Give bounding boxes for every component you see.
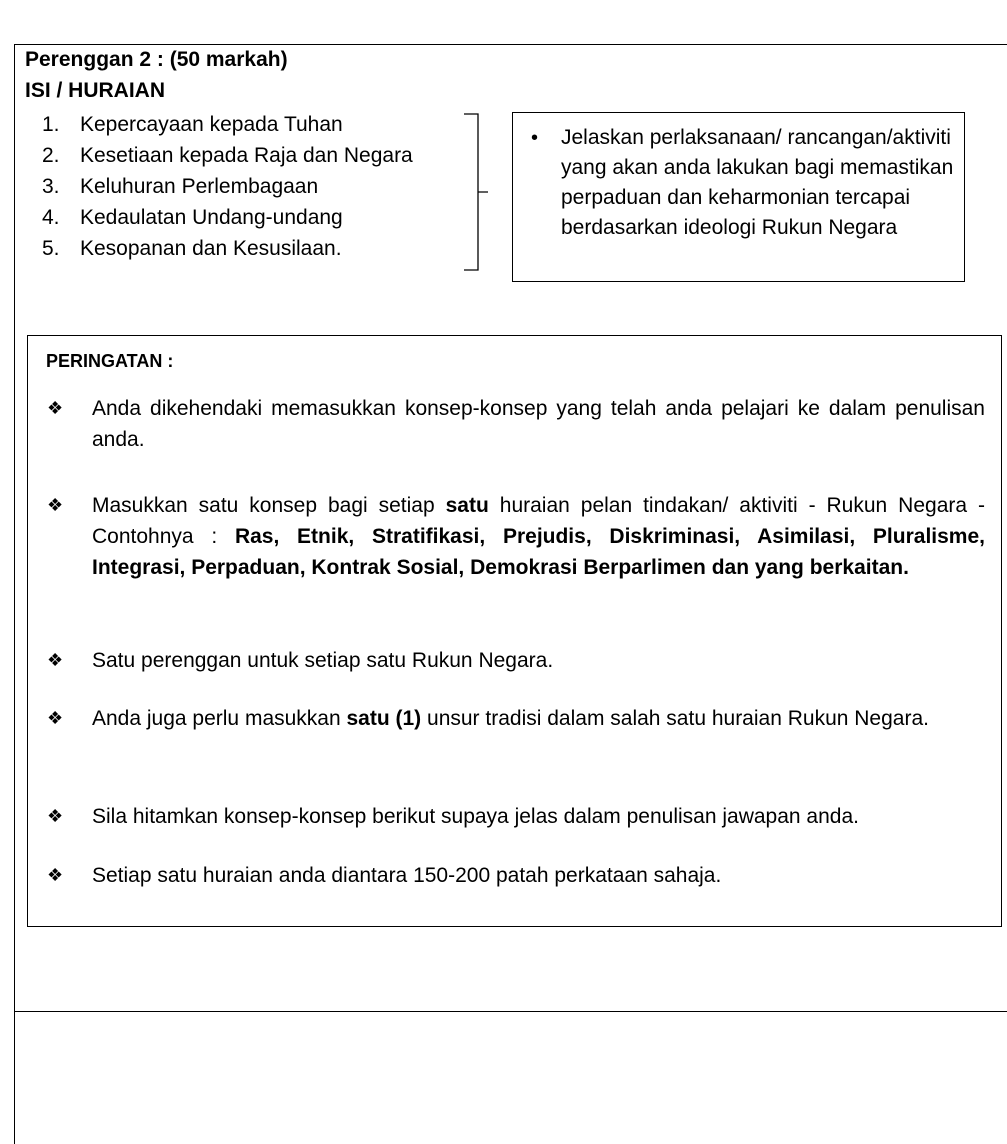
right-brace-icon	[462, 113, 492, 271]
text-segment: huraian pelan tindakan/ aktiviti - Rukun Negara - Contohnya :	[92, 494, 985, 548]
list-item	[42, 140, 413, 171]
list-item	[42, 171, 413, 202]
list-item	[46, 703, 985, 734]
content-title: ISI / HURAIAN	[25, 79, 166, 102]
principles-list	[42, 109, 413, 264]
list-item-text: Keluhuran Perlembagaan	[80, 175, 319, 198]
bullet-icon: •	[531, 127, 539, 149]
diamond-bullet-icon: ❖	[47, 708, 64, 728]
diamond-bullet-icon: ❖	[47, 865, 64, 885]
bold-text: satu (1)	[346, 707, 422, 730]
text-segment: Anda juga perlu masukkan	[92, 707, 347, 730]
list-item	[42, 109, 413, 140]
warning-text: Anda dikehendaki memasukkan konsep-konsep yang telah anda pelajari ke dalam penulisan anda.	[92, 397, 985, 451]
diamond-bullet-icon: ❖	[47, 806, 64, 826]
list-item-text: Kedaulatan Undang-undang	[80, 206, 343, 229]
task-box	[512, 112, 965, 282]
list-item-number: 2.	[42, 144, 60, 167]
list-item-number: 3.	[42, 175, 60, 198]
warning-text: Sila hitamkan konsep-konsep berikut supaya jelas dalam penulisan jawapan anda.	[92, 805, 859, 828]
warning-text: Setiap satu huraian anda diantara 150-200 patah perkataan sahaja.	[92, 864, 722, 887]
diamond-bullet-icon: ❖	[47, 650, 64, 670]
concept-list: Ras, Etnik, Stratifikasi, Prejudis, Diskriminasi, Asimilasi, Pluralisme, Integrasi, Perpaduan, Kontrak Sosial, Demokrasi Berparlimen dan yang berkaitan.	[92, 525, 985, 579]
task-text: Jelaskan perlaksanaan/ rancangan/aktiviti yang akan anda lakukan bagi memastikan perpaduan dan keharmonian tercapai berdasarkan ideologi Rukun Negara	[561, 126, 954, 239]
warning-box	[27, 335, 1002, 927]
list-item-number: 1.	[42, 113, 60, 136]
warning-title: PERINGATAN :	[46, 351, 174, 371]
list-item-text: Kepercayaan kepada Tuhan	[80, 113, 343, 136]
diamond-bullet-icon: ❖	[47, 495, 64, 515]
warning-text	[92, 490, 985, 583]
diamond-bullet-icon: ❖	[47, 398, 64, 418]
list-item-number: 5.	[42, 237, 60, 260]
list-item	[42, 233, 413, 264]
warning-text: Satu perenggan untuk setiap satu Rukun Negara.	[92, 649, 554, 672]
list-item	[46, 645, 985, 676]
text-segment: Masukkan satu konsep bagi setiap	[92, 494, 446, 517]
list-item	[46, 860, 985, 891]
paragraph-title: Perenggan 2 : (50 markah)	[25, 48, 288, 71]
warning-text	[92, 703, 985, 734]
list-item-text: Kesetiaan kepada Raja dan Negara	[80, 144, 413, 167]
bottom-divider	[14, 1011, 1007, 1012]
list-item	[42, 202, 413, 233]
list-item	[46, 801, 985, 832]
list-item-number: 4.	[42, 206, 60, 229]
list-item-text: Kesopanan dan Kesusilaan.	[80, 237, 342, 260]
bold-text: satu	[445, 494, 489, 517]
list-item	[46, 393, 985, 455]
list-item	[46, 490, 985, 583]
text-segment: unsur tradisi dalam salah satu huraian Rukun Negara.	[421, 707, 929, 730]
